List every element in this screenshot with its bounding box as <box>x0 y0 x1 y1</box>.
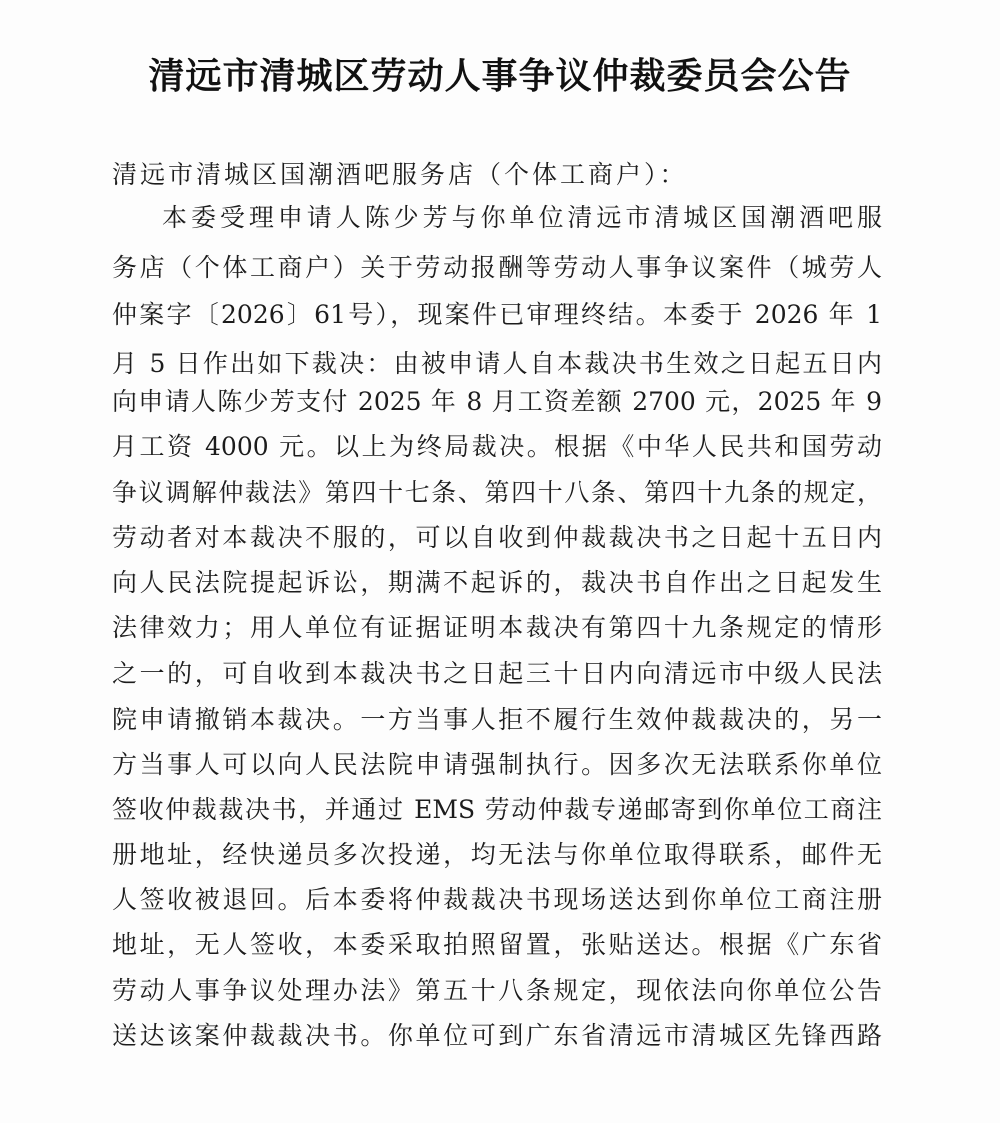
document-title: 清远市清城区劳动人事争议仲裁委员会公告 <box>148 56 852 97</box>
body-line: 方当事人可以向人民法院申请强制执行。因多次无法联系你单位 <box>112 750 882 779</box>
body-line: 院申请撤销本裁决。一方当事人拒不履行生效仲裁裁决的，另一 <box>112 705 882 734</box>
body-line: 月 5 日作出如下裁决：由被申请人自本裁决书生效之日起五日内 <box>112 349 882 378</box>
body-line: 送达该案仲裁裁决书。你单位可到广东省清远市清城区先锋西路 <box>112 1021 882 1050</box>
body-line: 签收仲裁裁决书，并通过 EMS 劳动仲裁专递邮寄到你单位工商注 <box>112 795 882 824</box>
body-line: 法律效力；用人单位有证据证明本裁决有第四十九条规定的情形 <box>112 613 882 642</box>
body-line: 向申请人陈少芳支付 2025 年 8 月工资差额 2700 元，2025 年 9 <box>112 387 882 416</box>
body-line: 务店（个体工商户）关于劳动报酬等劳动人事争议案件（城劳人 <box>112 253 882 282</box>
body-line: 人签收被退回。后本委将仲裁裁决书现场送达到你单位工商注册 <box>112 885 882 914</box>
body-line: 劳动人事争议处理办法》第五十八条规定，现依法向你单位公告 <box>112 976 882 1005</box>
body-line: 仲案字〔2026〕61号），现案件已审理终结。本委于 2026 年 1 <box>112 300 882 329</box>
body-line: 本委受理申请人陈少芳与你单位清远市清城区国潮酒吧服 <box>162 203 882 232</box>
body-line: 月工资 4000 元。以上为终局裁决。根据《中华人民共和国劳动 <box>112 432 882 461</box>
addressee: 清远市清城区国潮酒吧服务店（个体工商户）： <box>112 160 688 189</box>
body-line: 册地址，经快递员多次投递，均无法与你单位取得联系，邮件无 <box>112 840 882 869</box>
body-line: 地址，无人签收，本委采取拍照留置，张贴送达。根据《广东省 <box>112 930 882 959</box>
body-line: 之一的，可自收到本裁决书之日起三十日内向清远市中级人民法 <box>112 659 882 688</box>
body-line: 向人民法院提起诉讼，期满不起诉的，裁决书自作出之日起发生 <box>112 568 882 597</box>
body-line: 劳动者对本裁决不服的，可以自收到仲裁裁决书之日起十五日内 <box>112 523 882 552</box>
body-line: 争议调解仲裁法》第四十七条、第四十八条、第四十九条的规定， <box>112 478 882 507</box>
